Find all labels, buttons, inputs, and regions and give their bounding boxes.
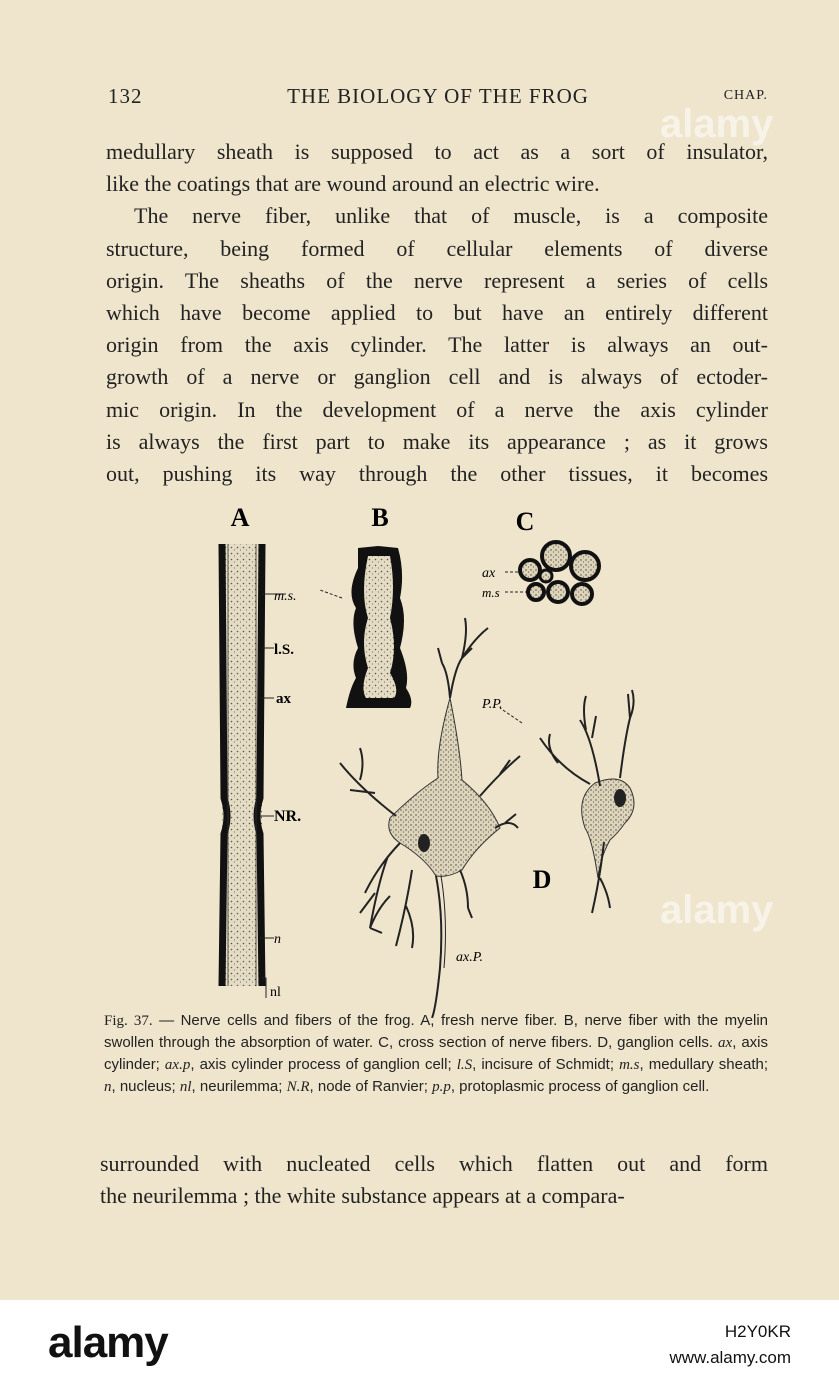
text-line: mic origin. In the development of a nerve the axis cylinder (106, 396, 768, 422)
panel-label-d: D (532, 865, 552, 894)
panel-b-swollen-fiber (320, 546, 411, 708)
panel-c-cross-section (482, 542, 599, 604)
alamy-logo: alamy (48, 1318, 168, 1367)
page-number: 132 (108, 84, 143, 108)
site-url: www.alamy.com (669, 1348, 791, 1367)
watermark-stamp: alamy (660, 888, 774, 932)
panel-label-b: B (371, 503, 389, 532)
label-ms-a: m.s. (274, 589, 297, 604)
text-line: like the coatings that are wound around an electric wire. (106, 171, 600, 197)
text-line: the neurilemma ; the white substance appears at a compara- (100, 1183, 625, 1209)
label-ax-c: ax (482, 566, 496, 581)
text-line: origin. The sheaths of the nerve represent a series of cells (106, 267, 768, 293)
text-line: growth of a nerve or ganglion cell and is always of ectoder- (106, 364, 768, 390)
running-title: THE BIOLOGY OF THE FROG (287, 84, 589, 108)
text-line: is always the first part to make its appearance ; as it grows (106, 428, 768, 454)
text-line: out, pushing its way through the other tissues, it becomes (106, 461, 768, 487)
label-ls: l.S. (274, 642, 295, 658)
figure-nerve-cells (200, 498, 660, 1018)
text-line: which have become applied to but have an entirely different (106, 300, 768, 326)
panel-a-nerve-fiber (222, 544, 301, 1000)
image-id: H2Y0KR (724, 1322, 791, 1341)
figure-caption: Fig. 37. — Nerve cells and fibers of the frog. A, fresh nerve fiber. B, nerve fiber with the myelin swollen through the absorption of water. C, cross section of nerve fibers. D, ganglion cells. ax, axis cylinder; ax.p, axis cylinder process of ganglion cell; l.S, incisure of Schmidt; m.s, medullary sheath; n, nucleus; nl, neurilemma; N.R, node of Ranvier; p.p, protoplasmic process of ganglion cell. (104, 1012, 769, 1095)
fig-label: Fig. 37. (104, 1013, 153, 1029)
body-text-top (106, 136, 768, 490)
label-ax-a: ax (276, 691, 291, 707)
text-line: The nerve fiber, unlike that of muscle, is a composite (134, 203, 768, 229)
label-pp: P.P. (482, 697, 503, 712)
label-nl: nl (270, 985, 281, 1000)
panel-label-a: A (230, 503, 250, 532)
body-text-bottom (100, 1148, 768, 1212)
label-n: n (274, 932, 281, 947)
chapter-abbrev: CHAP. (723, 88, 768, 103)
text-line: structure, being formed of cellular elements of diverse (106, 235, 768, 261)
label-nr: NR. (274, 808, 302, 825)
text-line: medullary sheath is supposed to act as a sort of insulator, (106, 139, 768, 164)
text-line: surrounded with nucleated cells which flatten out and form (100, 1151, 768, 1176)
label-ms-c: m.s (482, 585, 500, 600)
watermark-stamp: alamy (660, 102, 774, 146)
label-axp: ax.P. (456, 950, 483, 965)
panel-label-c: C (515, 507, 535, 536)
text-line: origin from the axis cylinder. The latter is always an out- (106, 332, 768, 358)
